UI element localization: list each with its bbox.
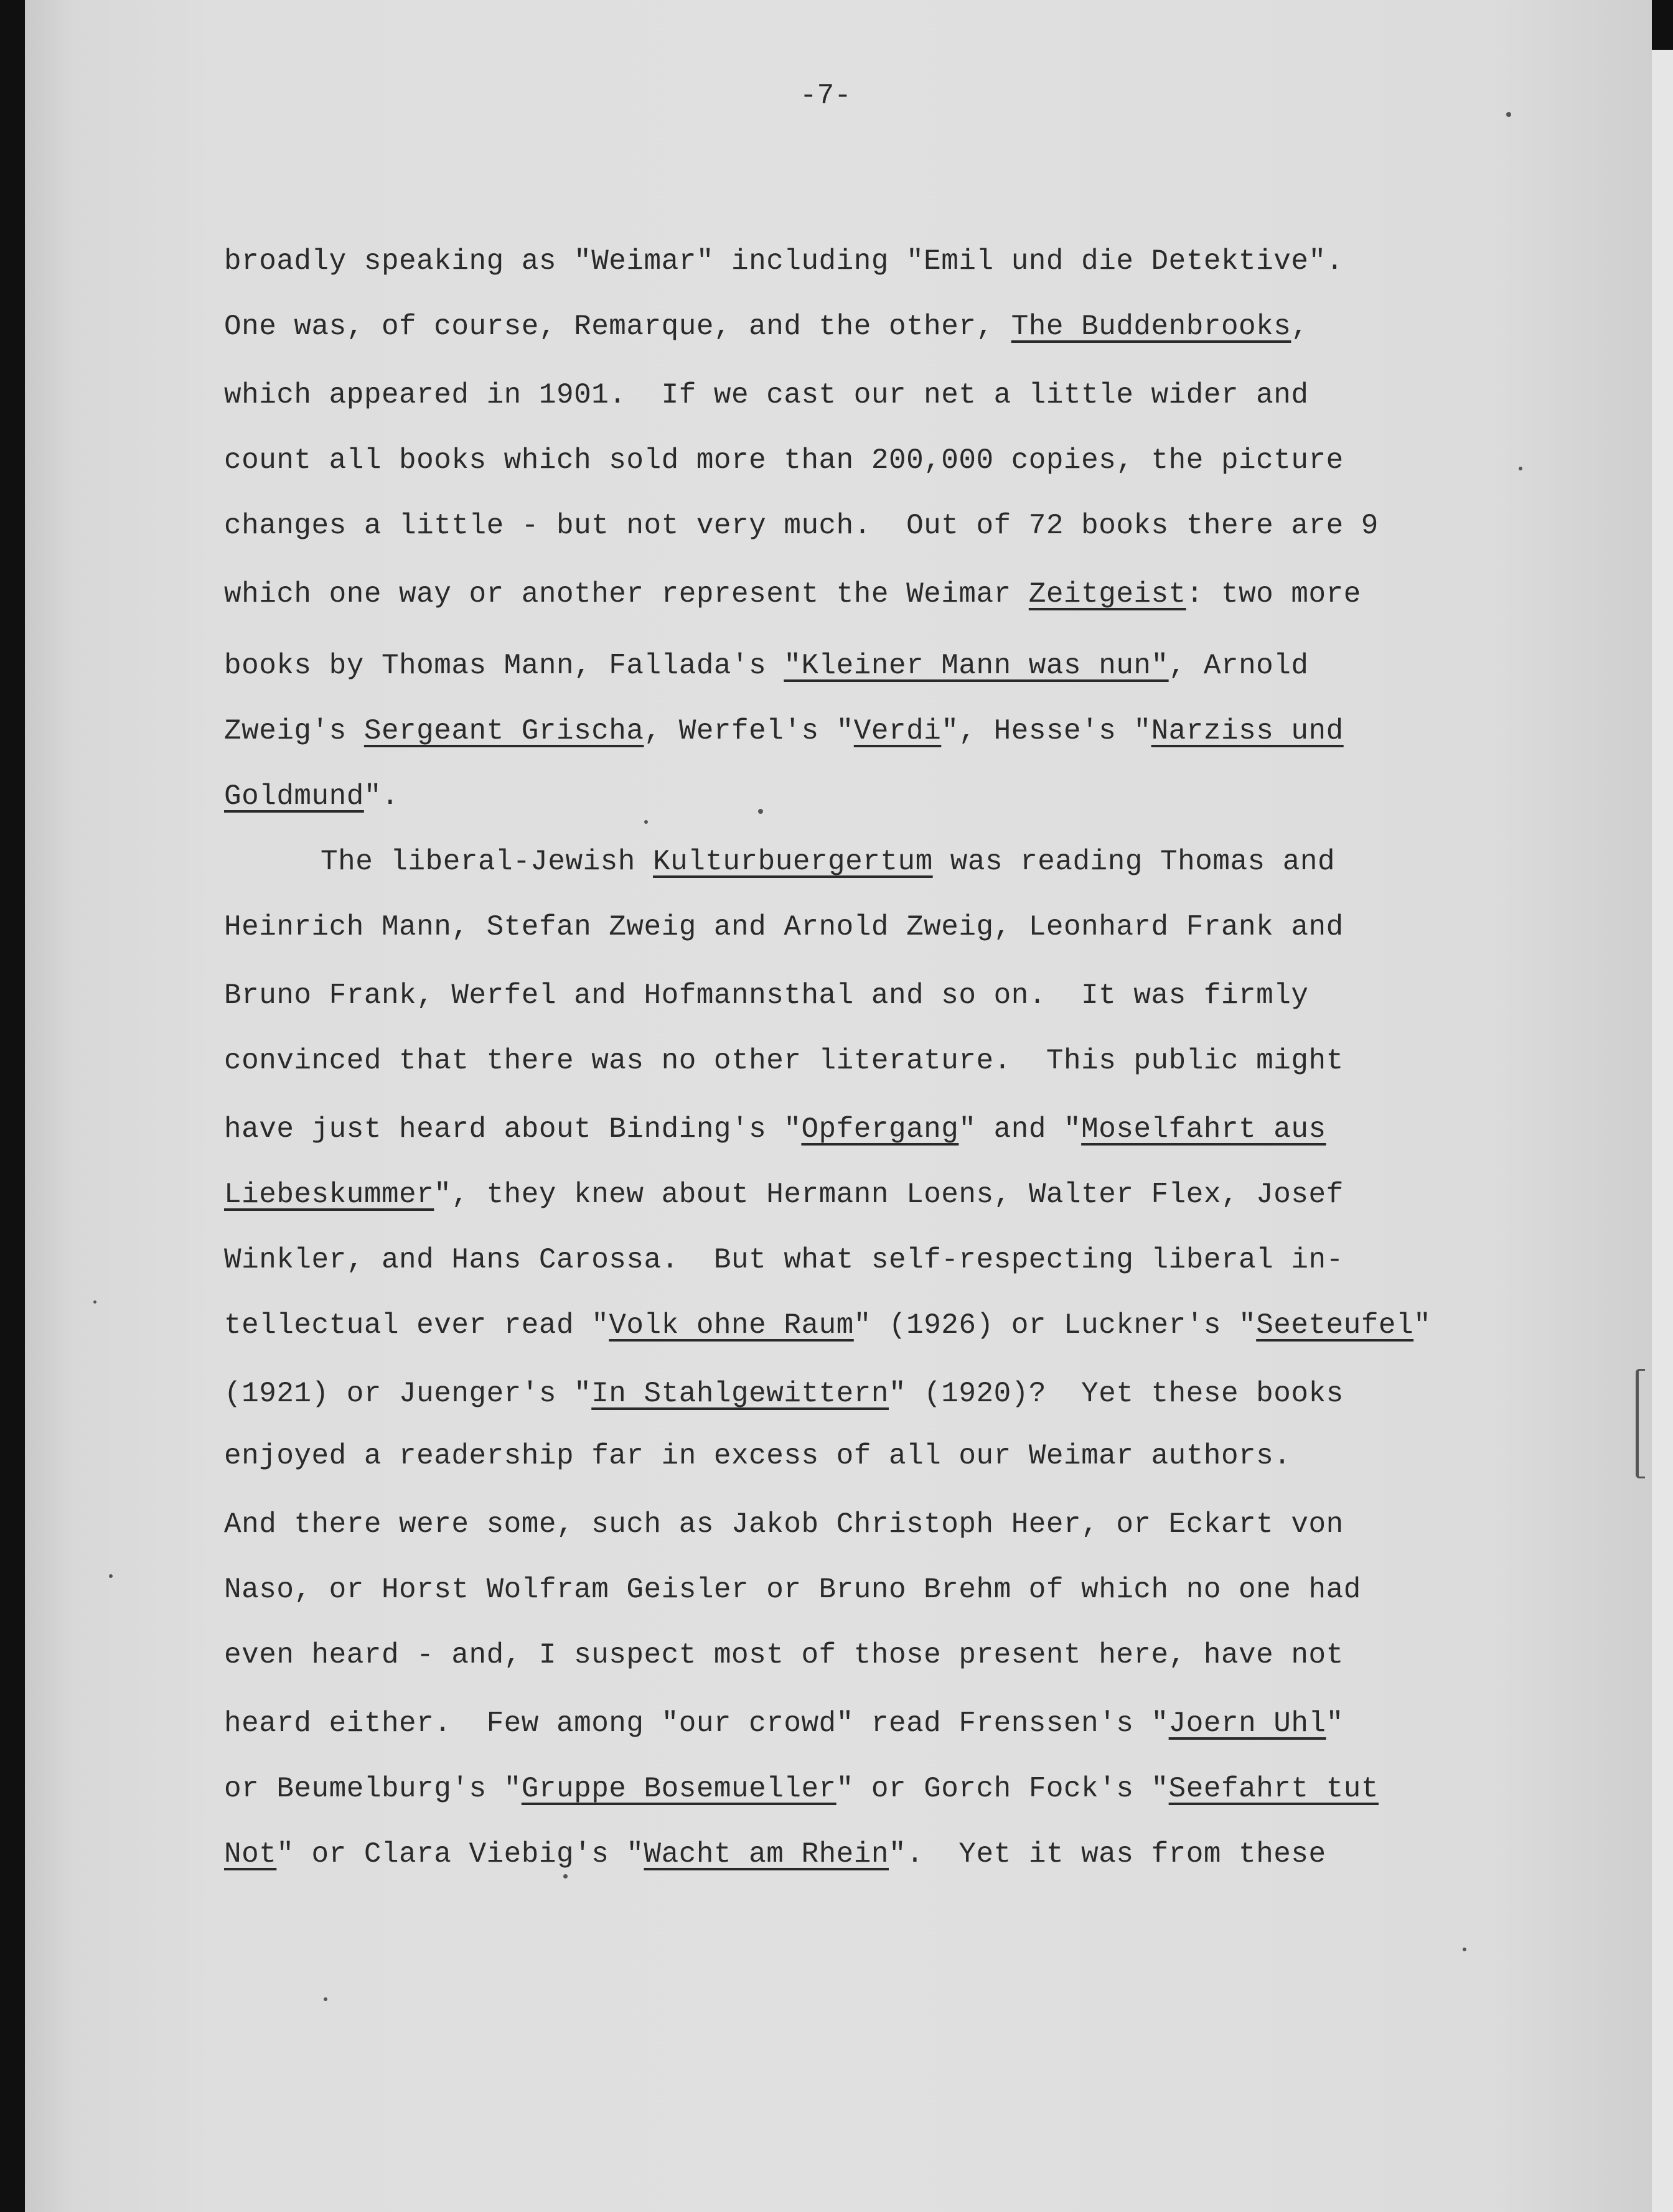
text-segment: tellectual ever read ": [224, 1309, 609, 1342]
text-line: [224, 1770, 1379, 1808]
text-segment: , Arnold: [1168, 650, 1309, 682]
underlined-title: Seefahrt tut: [1168, 1773, 1379, 1805]
text-segment: which appeared in 1901. If we cast our net a little wider and: [224, 379, 1309, 411]
scan-speck: [1519, 467, 1522, 470]
text-line: [224, 1571, 1361, 1608]
text-segment: " or Gorch Fock's ": [836, 1773, 1169, 1805]
text-line: [224, 977, 1308, 1014]
scan-speck: [324, 1997, 327, 2001]
underlined-title: Moselfahrt aus: [1081, 1113, 1326, 1146]
underlined-title: Sergeant Grischa: [363, 715, 644, 747]
text-segment: The liberal-Jewish: [321, 846, 653, 878]
scan-speck: [109, 1574, 113, 1578]
text-segment: " or Clara Viebig's ": [276, 1838, 644, 1870]
underlined-title: Kulturbuergertum: [653, 846, 933, 878]
text-line: [224, 647, 1309, 684]
underlined-title: Seeteufel: [1256, 1309, 1414, 1342]
underlined-title: Wacht am Rhein: [644, 1838, 889, 1870]
text-line: [224, 1042, 1344, 1080]
scan-speck: [1506, 112, 1511, 117]
underlined-title: Liebeskummer: [224, 1178, 434, 1211]
text-segment: Zweig's: [224, 715, 364, 747]
underlined-title: Joern Uhl: [1168, 1707, 1326, 1740]
text-line: [224, 908, 1344, 946]
scan-speck: [93, 1300, 96, 1304]
text-line: [224, 1375, 1344, 1412]
text-line: [224, 712, 1344, 750]
text-segment: ": [1326, 1707, 1344, 1740]
underlined-title: Volk ohne Raum: [609, 1309, 854, 1342]
text-segment: which one way or another represent the Weimar: [224, 578, 1029, 610]
text-segment: enjoyed a readership far in excess of all our Weimar authors.: [224, 1440, 1291, 1472]
text-segment: And there were some, such as Jakob Christoph Heer, or Eckart von: [224, 1508, 1344, 1541]
underlined-title: In Stahlgewittern: [591, 1378, 889, 1410]
text-segment: ". Yet it was from these: [889, 1838, 1326, 1870]
underlined-title: "Kleiner Mann was nun": [784, 650, 1169, 682]
text-line: [224, 1437, 1291, 1475]
text-segment: ".: [363, 780, 400, 813]
text-segment: Bruno Frank, Werfel and Hofmannsthal and so on. It was firmly: [224, 979, 1309, 1012]
text-line: [224, 1241, 1344, 1279]
underlined-title: Opfergang: [801, 1113, 959, 1146]
text-segment: Heinrich Mann, Stefan Zweig and Arnold Zweig, Leonhard Frank and: [224, 911, 1344, 943]
text-segment: changes a little - but not very much. Out of 72 books there are 9: [224, 510, 1379, 542]
text-segment: Winkler, and Hans Carossa. But what self-respecting liberal in-: [224, 1244, 1344, 1276]
text-segment: have just heard about Binding's ": [224, 1113, 802, 1146]
text-segment: One was, of course, Remarque, and the other,: [224, 310, 1011, 343]
text-segment: : two more: [1186, 578, 1361, 610]
underlined-title: Zeitgeist: [1028, 578, 1186, 610]
text-line: [224, 576, 1361, 613]
text-segment: ,: [1291, 310, 1309, 343]
text-segment: heard either. Few among "our crowd" read Frenssen's ": [224, 1707, 1169, 1740]
underlined-title: Verdi: [853, 715, 942, 747]
underlined-title: Not: [224, 1838, 277, 1870]
text-segment: even heard - and, I suspect most of those present here, have not: [224, 1639, 1344, 1671]
underlined-title: Goldmund: [224, 780, 364, 813]
text-segment: " (1920)? Yet these books: [888, 1378, 1344, 1410]
text-segment: ", Hesse's ": [941, 715, 1151, 747]
text-line: [224, 1506, 1344, 1543]
text-segment: was reading Thomas and: [932, 846, 1336, 878]
text-line: [224, 376, 1308, 414]
text-segment: books by Thomas Mann, Fallada's: [224, 650, 784, 682]
text-line: [224, 1836, 1326, 1873]
underlined-title: The Buddenbrooks: [1011, 310, 1291, 343]
page-edge: [1652, 50, 1673, 2212]
scan-speck: [563, 1874, 568, 1878]
text-line: [224, 1705, 1344, 1742]
underlined-title: Narziss und: [1151, 715, 1344, 747]
scan-speck: [758, 809, 763, 814]
text-segment: ", they knew about Hermann Loens, Walter Flex, Josef: [434, 1178, 1344, 1211]
page-number: -7-: [800, 80, 851, 112]
text-segment: ": [1413, 1309, 1432, 1342]
text-segment: broadly speaking as "Weimar" including "Emil und die Detektive".: [224, 245, 1344, 278]
text-line: [224, 243, 1344, 280]
text-line: [224, 507, 1379, 544]
text-line: [224, 778, 399, 815]
text-segment: Naso, or Horst Wolfram Geisler or Bruno Brehm of which no one had: [224, 1574, 1361, 1606]
margin-bracket-mark: [1636, 1369, 1645, 1478]
text-segment: or Beumelburg's ": [224, 1773, 522, 1805]
text-segment: count all books which sold more than 200,000 copies, the picture: [224, 444, 1344, 477]
text-segment: " and ": [958, 1113, 1082, 1146]
text-segment: (1921) or Juenger's ": [224, 1378, 592, 1410]
text-segment: , Werfel's ": [644, 715, 854, 747]
text-line: [321, 843, 1335, 880]
underlined-title: Gruppe Bosemueller: [521, 1773, 836, 1805]
text-line: [224, 1176, 1344, 1213]
scan-speck: [1463, 1948, 1466, 1951]
text-line: [224, 1307, 1431, 1344]
text-segment: " (1926) or Luckner's ": [853, 1309, 1257, 1342]
text-segment: convinced that there was no other literature. This public might: [224, 1045, 1344, 1077]
text-line: [224, 1111, 1326, 1148]
text-line: [224, 308, 1308, 345]
scan-speck: [644, 820, 648, 824]
text-line: [224, 1636, 1344, 1674]
text-line: [224, 442, 1344, 479]
